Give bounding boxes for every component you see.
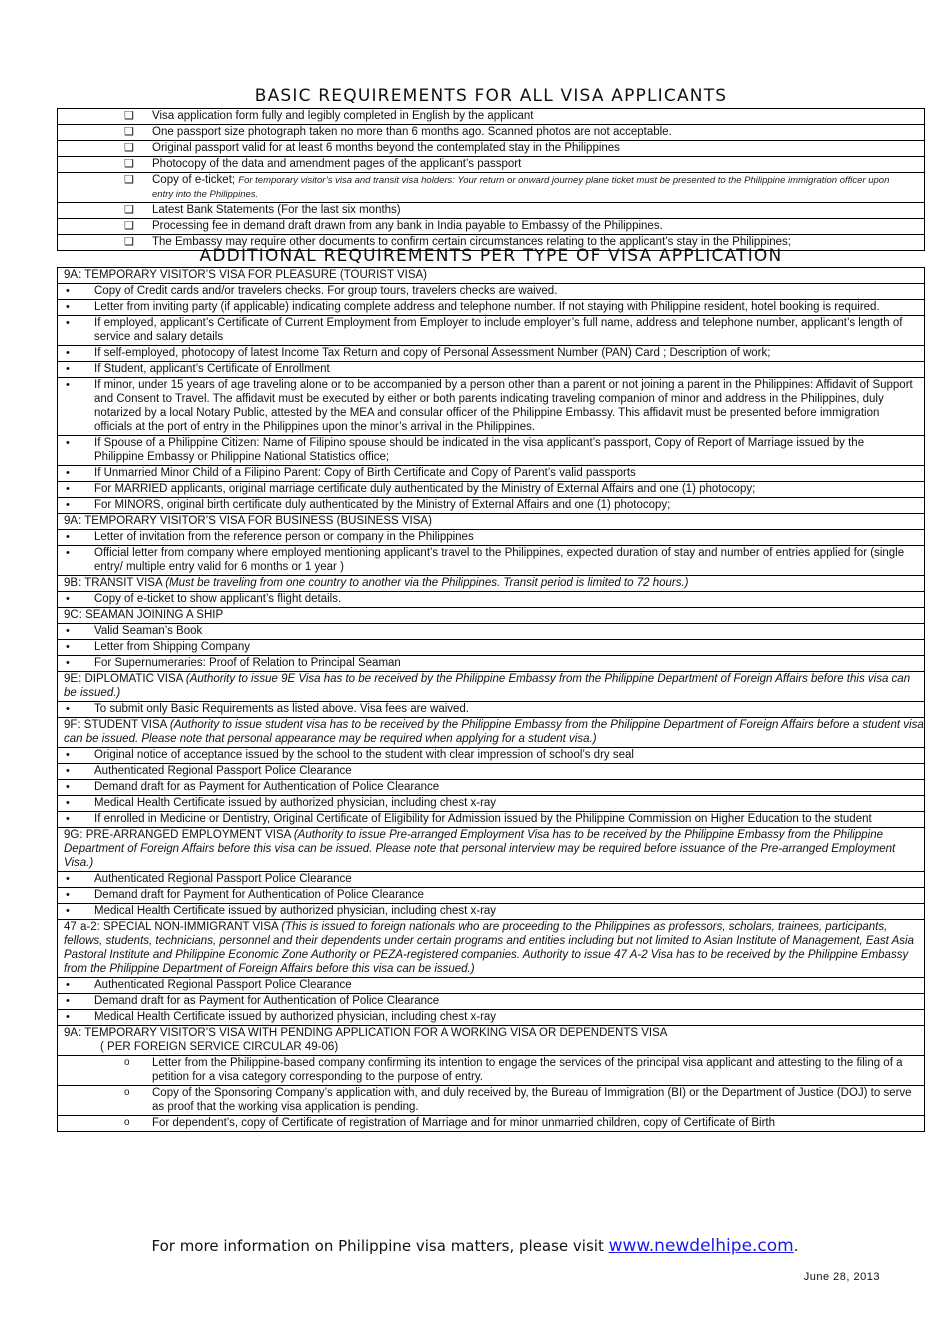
requirement-row	[58, 904, 925, 920]
circle-bullet-icon: o	[124, 1057, 130, 1068]
requirement-text: Valid Seaman’s Book	[94, 625, 203, 637]
basic-requirements-title: BASIC REQUIREMENTS FOR ALL VISA APPLICANTS	[254, 86, 728, 106]
requirement-row	[58, 702, 925, 718]
visa-type-note: (Authority to issue 9E Visa has to be received by the Philippine Embassy from the Philippine Department of Foreign Affairs before this visa can be issued.)	[64, 673, 911, 699]
requirement-text: Medical Health Certificate issued by authorized physician, including chest x-ray	[94, 905, 497, 917]
requirement-text: If Unmarried Minor Child of a Filipino Parent: Copy of Birth Certificate and Copy of Parent’s valid passports	[94, 467, 636, 479]
visa-type-header-row	[58, 514, 925, 530]
requirement-text: For MARRIED applicants, original marriage certificate duly authenticated by the Ministry of External Affairs and one (1) photocopy;	[94, 483, 756, 495]
requirement-text: If Spouse of a Philippine Citizen: Name of Filipino spouse should be indicated in the visa applicant’s passport, Copy of Report of Marriage issued by the Philippine Embassy or Philippine National Statistics office;	[94, 437, 865, 463]
requirement-row	[58, 656, 925, 672]
requirement-text: If self-employed, photocopy of latest Income Tax Return and copy of Personal Assessment Number (PAN) Card ; Description of work;	[94, 347, 771, 359]
bullet-icon: •	[66, 781, 70, 793]
bullet-icon: •	[66, 979, 70, 991]
bullet-icon: •	[66, 499, 70, 511]
basic-item-text: Latest Bank Statements (For the last six months)	[152, 204, 401, 216]
requirement-row	[58, 1116, 925, 1132]
visa-type-heading: 9C: SEAMAN JOINING A SHIP	[64, 609, 224, 621]
visa-type-subheading: ( PER FOREIGN SERVICE CIRCULAR 49-06)	[100, 1041, 339, 1053]
bullet-icon: •	[66, 379, 70, 391]
requirement-row	[58, 780, 925, 796]
requirement-text: Medical Health Certificate issued by authorized physician, including chest x-ray	[94, 1011, 497, 1023]
requirement-text: For MINORS, original birth certificate duly authenticated by the Ministry of External Affairs and one (1) photocopy;	[94, 499, 671, 511]
bullet-icon: •	[66, 437, 70, 449]
requirement-text: Letter from Shipping Company	[94, 641, 250, 653]
checkbox-icon: ❑	[124, 174, 134, 186]
sub-requirement-text: Copy of the Sponsoring Company’s application with, and duly received by, the Bureau of Immigration (BI) or the Department of Justice (DOJ) to serve as proof that the working visa application is pending.	[152, 1087, 912, 1113]
basic-row	[58, 219, 925, 235]
checkbox-icon: ❑	[124, 158, 134, 170]
additional-requirements-title: ADDITIONAL REQUIREMENTS PER TYPE OF VISA APPLICATION	[199, 246, 783, 266]
visa-type-note: (Authority to issue Pre-arranged Employment Visa has to be received by the Philippine Embassy from the Philippine Department of Foreign Affairs before this visa can be issued. Please note that personal interview may be required before issuance of the Pre-arranged Employment Visa.)	[64, 829, 896, 869]
bullet-icon: •	[66, 593, 70, 605]
circle-bullet-icon: o	[124, 1117, 130, 1128]
visa-type-header-row	[58, 672, 925, 702]
bullet-icon: •	[66, 483, 70, 495]
bullet-icon: •	[66, 1011, 70, 1023]
bullet-icon: •	[66, 657, 70, 669]
checkbox-icon: ❑	[124, 236, 134, 248]
requirement-text: Official letter from company where employed mentioning applicant’s travel to the Philippines, expected duration of stay and number of entries applied for (single entry/ multiple entry valid for 6 months or 1 year )	[94, 547, 905, 573]
eticket-note: For temporary visitor’s visa and transit visa holders: Your return or onward journey plane ticket must be presented to the Philippine immigration officer upon entry into the Philippines.	[152, 175, 890, 200]
basic-item-text: One passport size photograph taken no more than 6 months ago. Scanned photos are not acceptable.	[152, 126, 672, 138]
requirement-text: Authenticated Regional Passport Police Clearance	[94, 873, 352, 885]
checkbox-icon: ❑	[124, 204, 134, 216]
visa-type-heading: 9A: TEMPORARY VISITOR’S VISA WITH PENDING APPLICATION FOR A WORKING VISA OR DEPENDENTS VISA	[64, 1027, 668, 1039]
requirement-text: If minor, under 15 years of age traveling alone or to be accompanied by a person other than a parent or not joining a parent in the Philippines: Affidavit of Support and Consent to Travel. The affidavit must be executed by either or both parents indicating traveling companion of minor and address in the Philippines, duly notarized by a local Notary Public, attested by the MEA and consular officer of the Philippine Embassy. This affidavit must be presented before immigration officials at the port of entry in the Philippines upon the minor’s arrival in the Philippines.	[94, 379, 913, 433]
requirement-row	[58, 482, 925, 498]
bullet-icon: •	[66, 797, 70, 809]
basic-row	[58, 157, 925, 173]
visa-type-note: (Authority to issue student visa has to be received by the Philippine Embassy from the Philippine Department of Foreign Affairs before a student visa can be issued. Please note that personal appearance may be required when applying for a student visa.)	[64, 719, 924, 745]
visa-type-heading: 9A: TEMPORARY VISITOR’S VISA FOR BUSINESS (BUSINESS VISA)	[64, 515, 432, 527]
requirement-text: Authenticated Regional Passport Police Clearance	[94, 979, 352, 991]
requirement-row	[58, 546, 925, 576]
requirement-row	[58, 300, 925, 316]
basic-item-text: Copy of e-ticket;	[152, 174, 236, 186]
requirement-row	[58, 592, 925, 608]
requirement-row	[58, 1010, 925, 1026]
bullet-icon: •	[66, 905, 70, 917]
bullet-icon: •	[66, 347, 70, 359]
basic-row	[58, 141, 925, 157]
bullet-icon: •	[66, 873, 70, 885]
bullet-icon: •	[66, 625, 70, 637]
requirement-row	[58, 346, 925, 362]
basic-item-text: Original passport valid for at least 6 months beyond the contemplated stay in the Philippines	[152, 142, 620, 154]
visa-type-header-row	[58, 828, 925, 872]
basic-item-text: Processing fee in demand draft drawn from any bank in India payable to Embassy of the Philippines.	[152, 220, 663, 232]
bullet-icon: •	[66, 889, 70, 901]
requirement-text: Copy of e-ticket to show applicant’s flight details.	[94, 593, 342, 605]
sub-requirement-text: Letter from the Philippine-based company confirming its intention to engage the services of the principal visa applicant and attesting to the filing of a petition for a visa category corresponding to the purpose of entry.	[152, 1057, 903, 1083]
basic-row	[58, 203, 925, 219]
requirement-row	[58, 316, 925, 346]
footer-text: For more information on Philippine visa matters, please visit	[151, 1237, 609, 1255]
bullet-icon: •	[66, 317, 70, 329]
requirement-row	[58, 978, 925, 994]
requirement-row	[58, 994, 925, 1010]
bullet-icon: •	[66, 641, 70, 653]
bullet-icon: •	[66, 995, 70, 1007]
requirement-row	[58, 624, 925, 640]
requirement-row	[58, 1086, 925, 1116]
website-link[interactable]: www.newdelhipe.com	[608, 1236, 794, 1256]
basic-item-text: Photocopy of the data and amendment pages of the applicant’s passport	[152, 158, 522, 170]
requirement-row	[58, 748, 925, 764]
bullet-icon: •	[66, 765, 70, 777]
requirement-text: If enrolled in Medicine or Dentistry, Original Certificate of Eligibility for Admission issued by the Philippine Commission on Higher Education to the student	[94, 813, 872, 825]
requirement-text: To submit only Basic Requirements as listed above. Visa fees are waived.	[94, 703, 470, 715]
checkbox-icon: ❑	[124, 220, 134, 232]
footer-info	[0, 1236, 950, 1256]
visa-type-header-row	[58, 718, 925, 748]
bullet-icon: •	[66, 547, 70, 559]
checkbox-icon: ❑	[124, 142, 134, 154]
requirement-text: If employed, applicant’s Certificate of Current Employment from Employer to include employer’s full name, address and telephone number, applicant’s length of service and salary details	[94, 317, 903, 343]
requirement-row	[58, 378, 925, 436]
visa-type-heading: 9A: TEMPORARY VISITOR’S VISA FOR PLEASURE (TOURIST VISA)	[64, 269, 427, 281]
requirement-row	[58, 362, 925, 378]
visa-type-header-row	[58, 576, 925, 592]
visa-type-heading: 9E: DIPLOMATIC VISA	[64, 673, 186, 685]
requirement-text: Demand draft for as Payment for Authentication of Police Clearance	[94, 781, 440, 793]
visa-type-header-row	[58, 268, 925, 284]
visa-type-heading: 47 a-2: SPECIAL NON-IMMIGRANT VISA	[64, 921, 282, 933]
basic-row	[58, 173, 925, 203]
requirement-row	[58, 872, 925, 888]
checkbox-icon: ❑	[124, 126, 134, 138]
bullet-icon: •	[66, 749, 70, 761]
bullet-icon: •	[66, 813, 70, 825]
bullet-icon: •	[66, 285, 70, 297]
sub-requirement-text: For dependent’s, copy of Certificate of registration of Marriage and for minor unmarried children, copy of Certificate of Birth	[152, 1117, 775, 1129]
requirement-text: Copy of Credit cards and/or travelers checks. For group tours, travelers checks are waived.	[94, 285, 558, 297]
basic-row	[58, 125, 925, 141]
additional-requirements-table	[57, 267, 925, 1132]
requirement-row	[58, 812, 925, 828]
requirement-text: For Supernumeraries: Proof of Relation to Principal Seaman	[94, 657, 401, 669]
visa-type-header-row	[58, 1026, 925, 1056]
basic-item-text: The Embassy may require other documents to confirm certain circumstances relating to the applicant’s stay in the Philippines;	[152, 236, 791, 248]
visa-type-heading: 9F: STUDENT VISA	[64, 719, 170, 731]
basic-row	[58, 109, 925, 125]
visa-type-header-row	[58, 608, 925, 624]
basic-item-text: Visa application form fully and legibly completed in English by the applicant	[152, 110, 534, 122]
visa-type-heading: 9G: PRE-ARRANGED EMPLOYMENT VISA	[64, 829, 294, 841]
requirement-text: Medical Health Certificate issued by authorized physician, including chest x-ray	[94, 797, 497, 809]
requirement-text: Original notice of acceptance issued by the school to the student with clear impression of school’s dry seal	[94, 749, 634, 761]
requirement-row	[58, 1056, 925, 1086]
visa-type-note: (Must be traveling from one country to another via the Philippines. Transit period is limited to 72 hours.)	[165, 577, 689, 589]
visa-type-header-row	[58, 920, 925, 978]
bullet-icon: •	[66, 363, 70, 375]
requirement-row	[58, 640, 925, 656]
basic-requirements-table	[57, 108, 925, 251]
requirement-row	[58, 436, 925, 466]
requirement-row	[58, 498, 925, 514]
requirement-row	[58, 764, 925, 780]
requirement-text: Letter from inviting party (if applicable) indicating complete address and telephone number. If not staying with Philippine resident, hotel booking is required.	[94, 301, 880, 313]
requirement-text: If Student, applicant’s Certificate of Enrollment	[94, 363, 330, 375]
bullet-icon: •	[66, 467, 70, 479]
requirement-row	[58, 466, 925, 482]
requirement-text: Letter of invitation from the reference person or company in the Philippines	[94, 531, 474, 543]
footer-period: .	[793, 1237, 799, 1255]
bullet-icon: •	[66, 301, 70, 313]
document-date: June 28, 2013	[803, 1271, 880, 1283]
bullet-icon: •	[66, 531, 70, 543]
requirement-row	[58, 888, 925, 904]
requirement-text: Authenticated Regional Passport Police Clearance	[94, 765, 352, 777]
checkbox-icon: ❑	[124, 110, 134, 122]
visa-type-note: (This is issued to foreign nationals who are proceeding to the Philippines as professors, scholars, trainees, participants, fellows, students, technicians, personnel and their dependents under certain programs and entities including but not limited to Asian Institute of Management, East Asia Pastoral Institute and Philippine Economic Zone Authority or PEZA-registered companies. Authority to issue 47 A-2 Visa has to be received by the Philippine Embassy from the Philippine Department of Foreign Affairs before this visa can be issued.)	[64, 921, 915, 975]
requirement-row	[58, 796, 925, 812]
requirement-text: Demand draft for Payment for Authentication of Police Clearance	[94, 889, 424, 901]
visa-type-heading: 9B: TRANSIT VISA	[64, 577, 166, 589]
requirement-row	[58, 530, 925, 546]
circle-bullet-icon: o	[124, 1087, 130, 1098]
requirement-row	[58, 284, 925, 300]
requirement-text: Demand draft for as Payment for Authentication of Police Clearance	[94, 995, 440, 1007]
bullet-icon: •	[66, 703, 70, 715]
